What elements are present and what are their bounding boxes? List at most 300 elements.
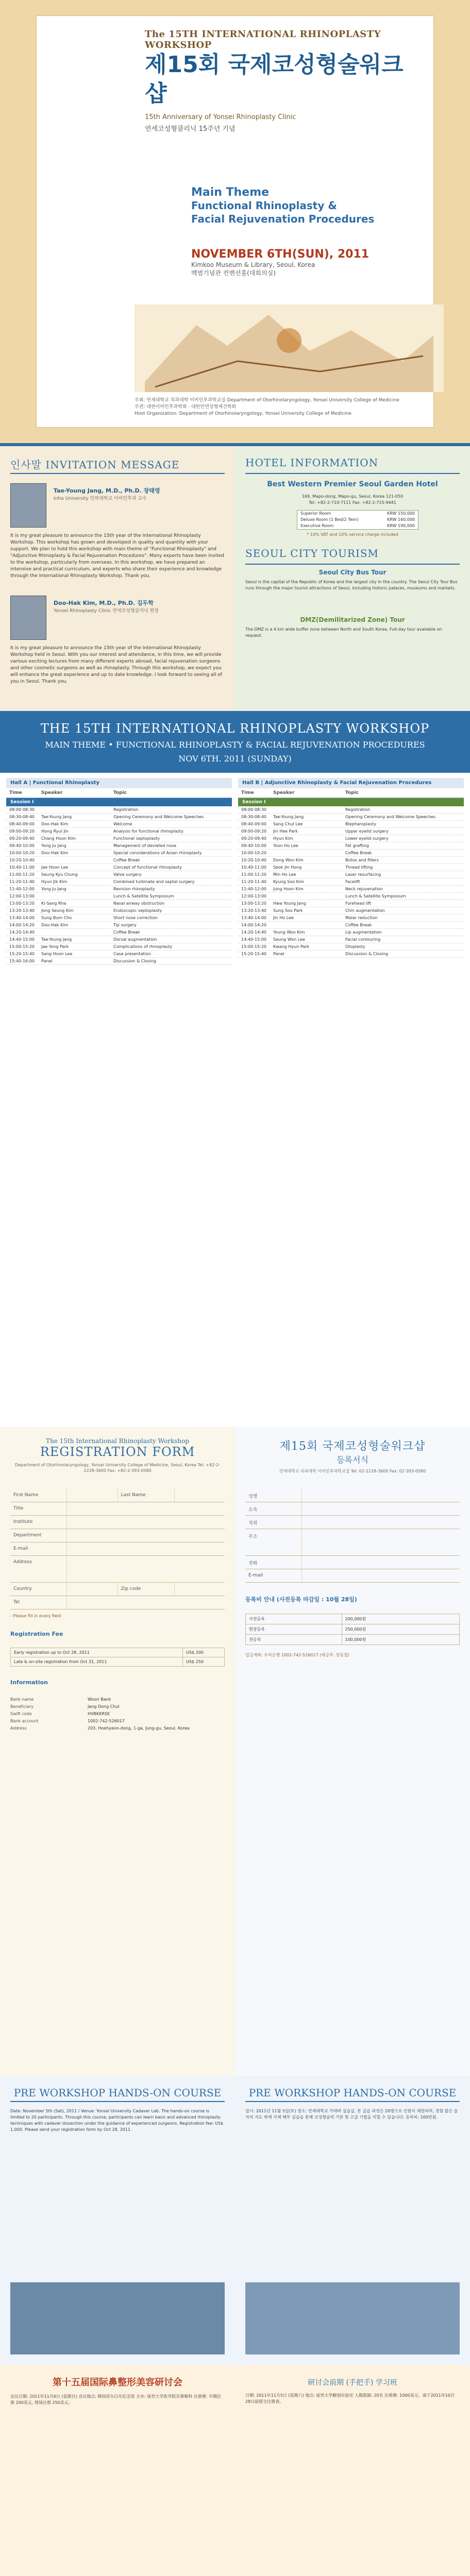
person-1 (10, 483, 225, 597)
program-row (6, 857, 232, 864)
info-row: Bank account 1002-742-526017 (10, 1719, 125, 1723)
program-time: 12:00-13:00 (241, 894, 266, 899)
program-topic: Facelift (345, 879, 360, 884)
program-speaker: Doo-Hak Kim (41, 851, 69, 855)
fee-table (10, 1648, 225, 1667)
reg-ko-form (245, 1489, 460, 1658)
program-speaker: Yong Ju Jang (41, 887, 66, 891)
program-speaker: Min Ho Lee (273, 872, 296, 877)
form-row: Address (10, 1556, 225, 1583)
program-time: 09:00-09:20 (9, 829, 35, 834)
program-row (6, 821, 232, 828)
tour-text: Seoul is the capital of the Republic of Korea and the largest city in the country. The Seoul City Tour Bus runs through the major tourist attractions of Seoul, including historic palaces, museums and markets. (245, 580, 458, 590)
person-2-photo (10, 596, 46, 640)
hotel-rate-table (297, 510, 418, 530)
person-2 (10, 596, 225, 709)
cover-theme (191, 186, 408, 226)
program-topic: Valve surgery (113, 872, 142, 877)
program-date: NOV 6TH. 2011 (SUNDAY) (178, 754, 292, 764)
program-speaker: Jin Ho Lee (273, 916, 294, 920)
reg-small-title: The 15th International Rhinoplasty Workshop (45, 1437, 190, 1445)
program-row (238, 900, 464, 907)
program-time: 15:00-15:20 (9, 944, 35, 949)
form-row: 직위 (245, 1516, 460, 1529)
program-time: 11:40-12:00 (241, 887, 266, 891)
ko-phone-input[interactable] (302, 1556, 460, 1569)
program-topic: Chin augmentation (345, 908, 385, 913)
info-row: Beneficiary Jang Dong Chul (10, 1704, 120, 1709)
reg-en-heading (10, 1437, 225, 1473)
person-2-name: Doo-Hak Kim, M.D., Ph.D. 김두학 (54, 600, 154, 606)
hands-on-ko-text: 일시: 2011년 11월 5일(토) 장소: 연세대학교 카데바 실습실. 본 실습 과정은 20명으로 인원이 제한되며, 경험 많은 술자의 지도 하에 사체 해부 실습을 통해 코성형술의 기본 및 고급 기법을 익힐 수 있습니다. 등록비: 100만원. (245, 2109, 458, 2120)
ko-bank-info: 입금계좌: 우리은행 1002-742-526017 (예금주: 장동철) (245, 1653, 349, 1657)
program-row (6, 871, 232, 878)
person-1-text: It is my great pleasure to announce the 15th year of the International Rhinoplasty Workshop. This workshop has grown and developed in quality and quantity with your support. We plan to hold this workshop with main theme of "Functional Rhinoplasty" and "Adjunctive Rhinoplasty & Facial Rejuvenation Procedures". Many experts have been invited to the workshop, particularly from overseas. In this workshop, we have prepared an intensive and practical curriculum, and experts who share their experience and knowledge through the International Rhinoplasty Workshop. Thank you. (10, 533, 224, 579)
cover-subtitle-ko: 연세코성형클리닉 15주년 기념 (145, 125, 236, 133)
person-1-photo (10, 483, 46, 528)
hall-b-rows (238, 806, 464, 958)
program-speaker: Jae Hoon Lee (41, 865, 69, 870)
country-input[interactable] (67, 1583, 118, 1596)
form-row: First Name Last Name (10, 1489, 225, 1502)
program-row (238, 929, 464, 936)
program-speaker: Sung Bum Cho (41, 916, 72, 920)
program-row (6, 850, 232, 857)
info-row: Bank name Woori Bank (10, 1697, 111, 1702)
program-row (6, 886, 232, 893)
cover-sponsors (135, 397, 423, 417)
program-row (6, 864, 232, 871)
program-time: 09:40-10:00 (9, 843, 35, 848)
program-time: 13:40-14:00 (9, 916, 35, 920)
program-topic: Special considerations of Asian rhinoplasty (113, 851, 202, 855)
program-row (6, 806, 232, 814)
department-input[interactable] (67, 1529, 225, 1542)
program-speaker (41, 929, 113, 935)
program-topic: Otoplasty (345, 944, 365, 949)
program-speaker: Tae-Young Jang (41, 815, 72, 819)
form-row: E-mail (245, 1569, 460, 1583)
program-time: 14:00-14:20 (241, 923, 266, 927)
program-row (6, 936, 232, 943)
zipcode-input[interactable] (175, 1583, 225, 1596)
program-topic: Lunch & Satellite Symposium (345, 894, 406, 899)
program-topic: Analysis for functional rhinoplasty (113, 829, 184, 834)
program-speaker: Chang Hoon Kim (41, 836, 76, 841)
program-time: 10:00-10:20 (241, 851, 266, 855)
hall-b-table (238, 778, 464, 958)
program-time: 11:00-11:20 (241, 872, 266, 877)
program-topic: Complications of rhinoplasty (113, 944, 173, 949)
program-speaker (273, 850, 345, 856)
form-row: Title (10, 1502, 225, 1516)
program-topic: Nasal airway obstruction (113, 901, 165, 906)
rate-row: Executive Room KRW 190,000 (300, 523, 415, 528)
chinese-hands-text: 日期: 2011年11月5日 (星期六) 地点: 延世大学解剖实验室 人数限制: 20名 注册费: 1000美元。请于2011年10月28日前提交注册表。 (245, 2393, 455, 2404)
program-topic: Management of deviated nose (113, 843, 177, 848)
cover-illustration (135, 304, 444, 392)
program-time: 10:20-10:40 (241, 858, 266, 862)
program-row (6, 914, 232, 922)
program-time: 08:40-09:00 (9, 822, 35, 826)
hall-a-rows (6, 806, 232, 965)
cover-date-block (191, 248, 408, 277)
form-row: Country Zip code (10, 1583, 225, 1596)
program-speaker (41, 807, 113, 812)
program-row (6, 958, 232, 965)
event-date: NOVEMBER 6TH(SUN), 2011 (191, 248, 370, 261)
cover-ko-title: 제15회 국제코성형술워크샵 (145, 52, 404, 107)
program-speaker: Jae Yong Park (41, 944, 69, 949)
institute-input[interactable] (67, 1516, 225, 1529)
program-row (238, 943, 464, 951)
program-row (6, 814, 232, 821)
program-speaker: Hwa Young Jang (273, 901, 306, 906)
program-row (6, 878, 232, 886)
program-topic: Case presentation (113, 952, 151, 956)
ko-address-input[interactable] (302, 1529, 460, 1555)
program-time: 11:20-11:40 (241, 879, 266, 884)
hotel-address: 169, Mapo-dong, Mapo-gu, Seoul, Korea 121-050 (301, 494, 404, 499)
ko-fee-table (245, 1614, 460, 1645)
program-time: 08:00-08:30 (241, 807, 266, 812)
tel-input[interactable] (67, 1596, 225, 1609)
cover-subtitle: 15th Anniversary of Yonsei Rhinoplasty Clinic (145, 113, 296, 121)
venue-line2: 백범기념관 컨벤션홀(대회의실) (191, 269, 276, 277)
form-row: 소속 (245, 1502, 460, 1516)
message-column (0, 446, 235, 711)
reg-address: Department of Otorhinolaryngology, Yonsei University College of Medicine, Seoul, Korea Tel: +82-2-2228-3600 Fax: +82-2-393-0580 (14, 1463, 221, 1473)
program-time: 14:20-14:40 (241, 930, 266, 935)
program-time: 14:40-15:00 (241, 937, 266, 942)
hall-b-title: Hall B | Adjunctive Rhinoplasty & Facial Rejuvenation Procedures (238, 778, 464, 788)
program-time: 13:40-14:00 (241, 916, 266, 920)
hands-on-text: Date: November 5th (Sat), 2011 / Venue: Yonsei University Cadaver Lab. The hands-on course is limited to 20 participants. Through this course, participants can learn basic and advanced rhinoplasty techniques with cadaver dissection under the guidance of experienced surgeons. Registration fee: US$ 1,000. Please send your registration form by Oct 28, 2011. (10, 2109, 224, 2132)
main-theme-line1: Functional Rhinoplasty & (191, 199, 337, 212)
program-time: 08:40-09:00 (241, 822, 266, 826)
program-speaker: Yoon Ho Lee (273, 843, 298, 848)
program-time: 10:40-11:00 (241, 865, 266, 870)
program-time: 08:30-08:40 (9, 815, 35, 819)
program-time: 13:20-13:40 (241, 908, 266, 913)
program-time: 14:20-14:40 (9, 930, 35, 935)
info-row: Address 203, Hoehyeon-dong, 1-ga, Jung-gu, Seoul, Korea (10, 1726, 190, 1731)
hands-on-ko-title: PRE WORKSHOP HANDS-ON COURSE (245, 2087, 460, 2102)
program-topic: Registration (345, 807, 371, 812)
hands-on-title: PRE WORKSHOP HANDS-ON COURSE (10, 2087, 225, 2102)
program-speaker: Tae-Young Jang (273, 815, 304, 819)
program-topic: Coffee Break (113, 858, 140, 862)
dmz-text: The DMZ is a 4 km wide buffer zone between North and South Korea. Full-day tour available on request. (245, 627, 442, 638)
program-time: 11:20-11:40 (9, 879, 35, 884)
sponsor-line3: Host Organization: Department of Otorhinolaryngology, Yonsei University College of Medicine (135, 411, 351, 416)
program-topic: Neck rejuvenation (345, 887, 383, 891)
sponsor-line2: 주관: 대한이비인후과학회 · 대한안면성형재건학회 (135, 404, 237, 410)
program-time: 15:20-15:40 (241, 952, 266, 956)
program-time: 14:00-14:20 (9, 923, 35, 927)
form-row: Department (10, 1529, 225, 1543)
registration-section (0, 1427, 470, 2076)
program-row (238, 821, 464, 828)
hall-a-columns: Time Speaker Topic (6, 788, 232, 798)
program-speaker (41, 857, 113, 863)
program-time: 09:00-09:20 (241, 829, 266, 834)
reg-ko-sub: 등록서식 (337, 1455, 368, 1465)
program-row (6, 922, 232, 929)
ko-affiliation-input[interactable] (302, 1502, 460, 1515)
program-speaker: Panel (41, 959, 53, 963)
dmz-title: DMZ(Demilitarized Zone) Tour (300, 616, 405, 623)
program-topic: Dorsal augmentation (113, 937, 157, 942)
program-speaker (273, 922, 345, 928)
sponsor-line1: 주최: 연세대학교 의과대학 이비인후과학교실 Department of Otorhinolaryngology, Yonsei University College of Medicine (135, 398, 399, 403)
program-topic: Functional septoplasty (113, 836, 160, 841)
program-speaker: Ki-Sang Rha (41, 901, 66, 906)
program-row (6, 900, 232, 907)
rate-note: * 10% VAT and 10% service charge included (307, 532, 398, 537)
reg-ko-address: 연세대학교 의과대학 이비인후과학교실 Tel: 02-2228-3600 Fax: 02-393-0580 (279, 1469, 426, 1473)
program-topic: Coffee Break (345, 851, 372, 855)
program-row (6, 893, 232, 900)
program-speaker: Dong Won Kim (273, 858, 304, 862)
ko-position-input[interactable] (302, 1516, 460, 1529)
cover-section (0, 0, 470, 443)
program-time: 15:20-15:40 (9, 952, 35, 956)
program-row (6, 907, 232, 914)
program-time: 13:00-13:20 (9, 901, 35, 906)
program-time: 13:20-13:40 (9, 908, 35, 913)
tour-heading (245, 547, 460, 565)
tour-title: SEOUL CITY TOURISM (245, 547, 379, 560)
person-1-role: Inha University 인하대학교 이비인후과 교수 (54, 496, 147, 501)
program-row (238, 951, 464, 958)
program-topic: Combined turbinate and septal surgery (113, 879, 195, 884)
tour-subtitle: Seoul City Bus Tour (318, 569, 387, 576)
program-topic: Facial contouring (345, 937, 381, 942)
registration-ko (235, 1427, 470, 2076)
program-row (6, 828, 232, 835)
program-topic: Laser resurfacing (345, 872, 381, 877)
program-topic: Tip surgery (113, 923, 137, 927)
address-input[interactable] (67, 1556, 225, 1582)
program-speaker: Kyung Soo Kim (273, 879, 304, 884)
program-row (238, 857, 464, 864)
form-row: 성명 (245, 1489, 460, 1502)
hall-b-columns: Time Speaker Topic (238, 788, 464, 798)
info-title: Information (10, 1679, 48, 1686)
program-topic: Opening Ceremony and Welcome Speeches (113, 815, 204, 819)
hotel-column (235, 446, 470, 711)
chinese-registration (0, 2365, 235, 2576)
form-row: Tel (10, 1596, 225, 1609)
program-topic: Revision rhinoplasty (113, 887, 155, 891)
program-topic: Discussion & Closing (113, 959, 157, 963)
program-speaker: Young Woo Kim (273, 930, 305, 935)
program-row (238, 936, 464, 943)
program-row (6, 835, 232, 842)
program-topic: Coffee Break (113, 930, 140, 935)
program-speaker (41, 893, 113, 899)
person-1-name: Tae-Young Jang, M.D., Ph.D. 장태영 (54, 487, 160, 494)
ko-name-input[interactable] (302, 1489, 460, 1502)
rate-row: Superior Room KRW 150,000 (300, 511, 415, 516)
program-section (0, 711, 470, 1427)
reg-en-form (10, 1489, 225, 1732)
hands-on-ko (235, 2076, 470, 2365)
form-row: Institute (10, 1516, 225, 1529)
program-time: 11:00-11:20 (9, 872, 35, 877)
fee-row: Early registration up to Oct 28, 2011 US$ 200 (11, 1648, 225, 1657)
program-topic: Lower eyelid surgery (345, 836, 389, 841)
program-row (238, 864, 464, 871)
program-time: 13:00-13:20 (241, 901, 266, 906)
program-speaker: Doo-Hak Kim (41, 923, 69, 927)
program-topic: Endoscopic septoplasty (113, 908, 162, 913)
program-row (238, 806, 464, 814)
program-row (238, 835, 464, 842)
program-row (238, 914, 464, 922)
chinese-hands-on (235, 2365, 470, 2576)
program-title: THE 15TH INTERNATIONAL RHINOPLASTY WORKSHOP (40, 721, 430, 736)
program-topic: Lunch & Satellite Symposium (113, 894, 174, 899)
program-speaker (273, 893, 345, 899)
program-time: 12:00-13:00 (9, 894, 35, 899)
fee-row: 사전등록 200,000원 (246, 1614, 460, 1624)
message-heading (10, 456, 225, 474)
chinese-title: 第十五届国际鼻整形美容研讨会 (53, 2377, 182, 2388)
hands-on-ko-photo (245, 2282, 460, 2354)
first-name-input[interactable] (67, 1489, 118, 1502)
program-topic: Thread lifting (345, 865, 373, 870)
cover-title-block (145, 29, 423, 133)
hands-on-section (0, 2076, 470, 2365)
program-speaker: Seok Jin Hong (273, 865, 302, 870)
program-row (238, 814, 464, 821)
email-input[interactable] (67, 1543, 225, 1555)
ko-fee-title: 등록비 안내 (사전등록 마감일 : 10월 28일) (245, 1596, 357, 1603)
session-label: Session I (6, 798, 232, 806)
form-row: E-mail (10, 1543, 225, 1556)
form-note: - Please fill in every field (10, 1614, 61, 1618)
ko-email-input[interactable] (302, 1569, 460, 1582)
program-topic: Lip augmentation (345, 930, 382, 935)
chinese-section (0, 2365, 470, 2576)
reg-title: REGISTRATION FORM (40, 1445, 195, 1459)
hall-a-table (6, 778, 232, 965)
person-2-role: Yonsei Rhinoplasty Clinic 연세코성형클리닉 원장 (54, 608, 159, 614)
program-speaker: Kwang Hyun Park (273, 944, 310, 949)
program-time: 09:40-10:00 (241, 843, 266, 848)
program-speaker: Jong Seung Kim (41, 908, 74, 913)
fee-row: 현장등록 250,000원 (246, 1624, 460, 1635)
program-speaker: Tae-Young Jang (41, 937, 72, 942)
program-time: 08:30-08:40 (241, 815, 266, 819)
program-topic: Malar reduction (345, 916, 378, 920)
program-topic: Opening Ceremony and Welcome Speeches (345, 815, 436, 819)
hotel-tel: Tel: +82-2-710-7111 Fax: +82-2-715-9441 (309, 500, 396, 505)
program-time: 09:20-09:40 (241, 836, 266, 841)
program-topic: Coffee Break (345, 923, 372, 927)
hands-on-en (0, 2076, 235, 2365)
program-row (238, 828, 464, 835)
session-label: Session I (238, 798, 464, 806)
form-row: 주소 (245, 1529, 460, 1556)
program-row (6, 842, 232, 850)
fee-title: Registration Fee (10, 1631, 63, 1637)
program-time: 09:20-09:40 (9, 836, 35, 841)
program-speaker: Seung Kyu Chung (41, 872, 78, 877)
program-speaker: Hong Ryul Jin (41, 829, 69, 834)
program-speaker: Jin Hee Park (273, 829, 298, 834)
program-speaker: Sang Hoon Lee (41, 952, 73, 956)
program-time: 14:40-15:00 (9, 937, 35, 942)
program-time: 08:00-08:30 (9, 807, 35, 812)
reg-ko-title: 제15회 국제코성형술워크샵 (279, 1440, 426, 1453)
last-name-input[interactable] (175, 1489, 225, 1502)
program-row (238, 842, 464, 850)
program-topic: Short nose correction (113, 916, 158, 920)
program-time: 11:40-12:00 (9, 887, 35, 891)
program-topic: Forehead lift (345, 901, 372, 906)
venue-line1: Kimkoo Museum & Library, Seoul, Korea (191, 261, 315, 268)
program-header (0, 711, 470, 773)
program-topic: Upper eyelid surgery (345, 829, 389, 834)
program-row (6, 951, 232, 958)
message-hotel-section (0, 443, 470, 711)
registration-en (0, 1427, 235, 2076)
program-row (238, 850, 464, 857)
program-speaker: Yong Ju Jang (41, 843, 66, 848)
program-topic: Registration (113, 807, 139, 812)
title-input[interactable] (67, 1502, 225, 1515)
program-row (238, 922, 464, 929)
fee-row: 전공의 100,000원 (246, 1635, 460, 1645)
program-speaker: Hyun Kim (273, 836, 293, 841)
cover-en-title: The 15TH INTERNATIONAL RHINOPLASTY WORKSHOP (145, 29, 381, 50)
program-time: 15:00-15:20 (241, 944, 266, 949)
program-topic: Botox and fillers (345, 858, 379, 862)
program-speaker: Seung Won Lee (273, 937, 305, 942)
program-topic: Blepharoplasty (345, 822, 376, 826)
program-time: 10:00-10:20 (9, 851, 35, 855)
person-2-text: It is my great pleasure to announce the 15th year of the International Rhinoplasty Workshop held in Seoul. With you our interest and attendance, in this time, we will provide various exciting lectures from many different experts abroad, facial rejuvenation surgeons and other cosmetic surgeons as well as rhinoplasty. Through this workshop, we expect you will enhance the great experience and up to date knowledge. I look forward to seeing all of you in Seoul. Thank you. (10, 646, 222, 684)
program-row (238, 878, 464, 886)
program-time: 15:40-16:00 (9, 959, 35, 963)
program-speaker: Sung Soo Park (273, 908, 303, 913)
program-row (6, 929, 232, 936)
hotel-name: Best Western Premier Seoul Garden Hotel (267, 480, 438, 488)
program-speaker: Jung Hoon Kim (273, 887, 304, 891)
program-row (6, 943, 232, 951)
hotel-heading (245, 456, 460, 474)
program-topic: Discussion & Closing (345, 952, 389, 956)
program-theme: MAIN THEME • FUNCTIONAL RHINOPLASTY & FACIAL REJUVENATION PROCEDURES (45, 740, 425, 750)
bank-info (10, 1696, 225, 1732)
info-row: Swift code HVBKKRSE (10, 1711, 110, 1716)
program-row (238, 893, 464, 900)
hotel-title: HOTEL INFORMATION (245, 456, 379, 469)
main-theme-label: Main Theme (191, 186, 270, 199)
program-row (238, 907, 464, 914)
program-speaker (273, 807, 345, 812)
form-row: 전화 (245, 1556, 460, 1569)
reg-ko-heading (245, 1437, 460, 1474)
fee-row: Late & on-site registration from Oct 31, 2011 US$ 250 (11, 1657, 225, 1667)
program-topic: Welcome (113, 822, 132, 826)
chinese-subtitle: 研讨会前期 (手把手) 学习班 (308, 2379, 397, 2387)
program-speaker: Hyun Jik Kim (41, 879, 68, 884)
chinese-text: 会议日期: 2011年11月6日 (星期日) 会议地点: 韩国首尔白凡纪念馆 主办: 延世大学医学院耳鼻喉科 注册费: 早期注册 200美元, 现场注册 250美元。 (10, 2394, 221, 2405)
